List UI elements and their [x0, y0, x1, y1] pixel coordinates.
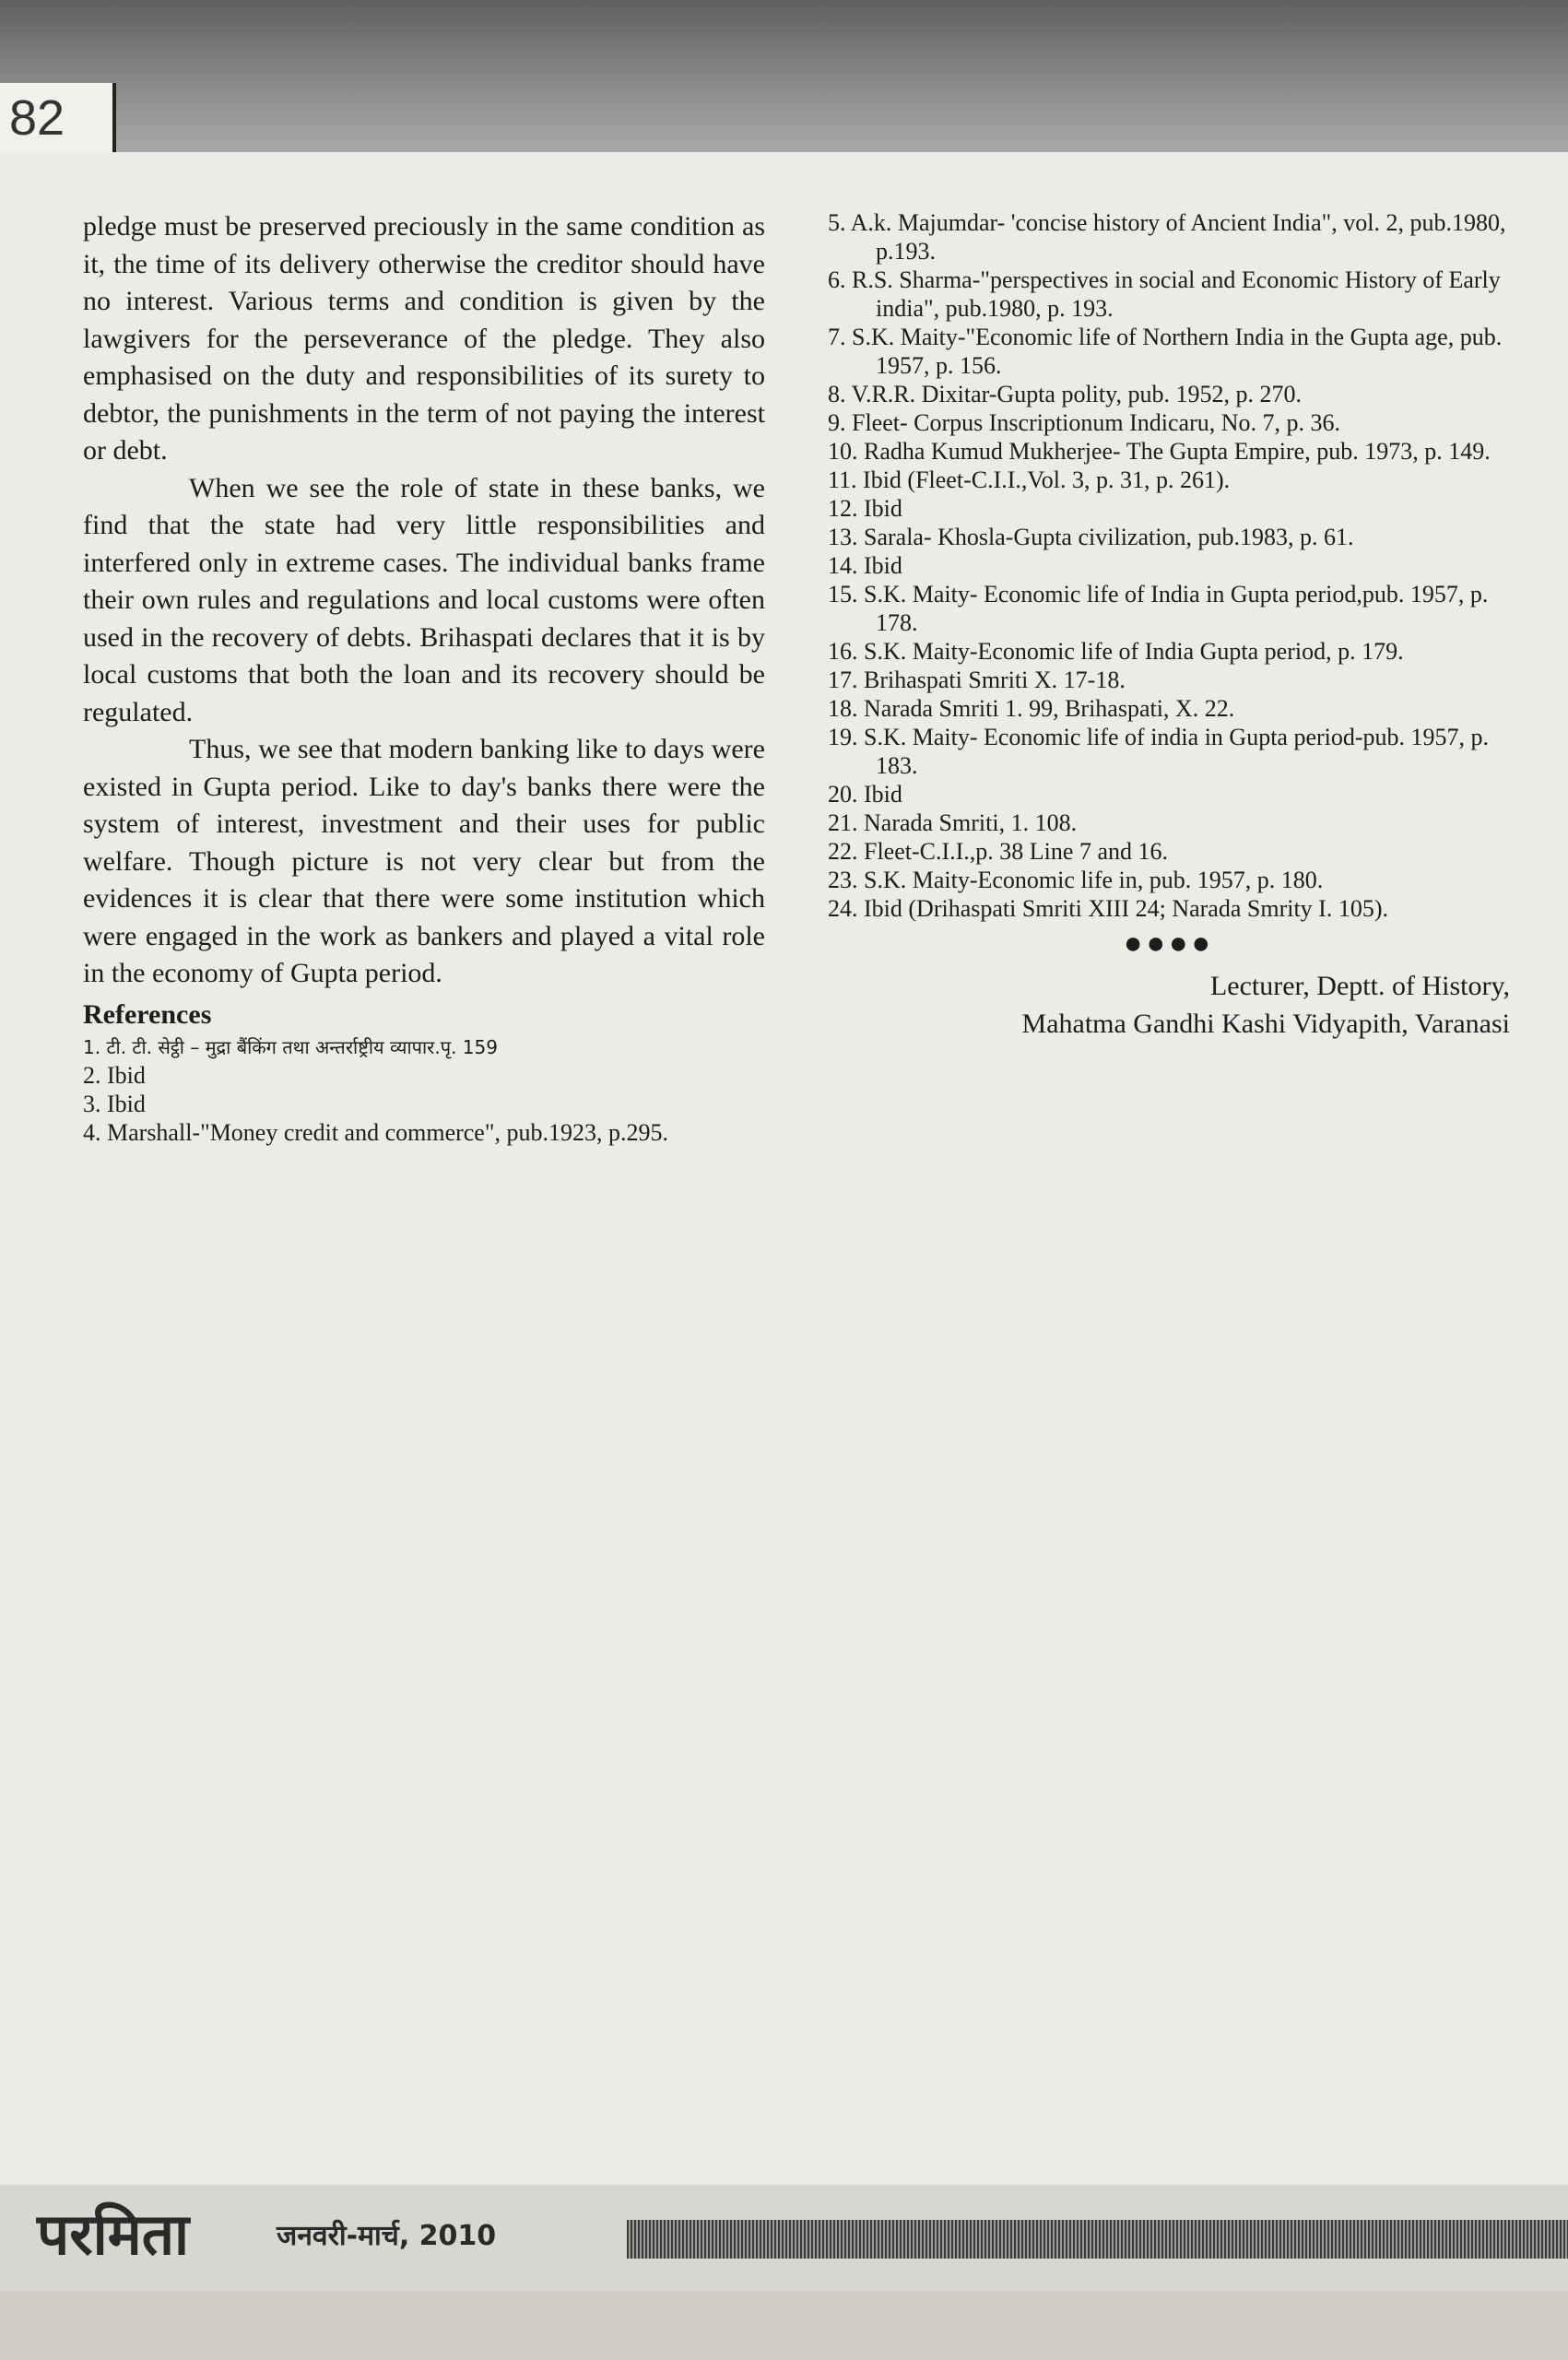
reference-21: 21. Narada Smriti, 1. 108. — [828, 809, 1078, 836]
reference-22: 22. Fleet-C.I.I.,p. 38 Line 7 and 16. — [828, 838, 1168, 865]
reference-14: 14. Ibid — [828, 552, 902, 579]
bottom-strip — [0, 2291, 1568, 2360]
issue-date: जनवरी-मार्च, 2010 — [277, 2220, 497, 2252]
reference-23: 23. S.K. Maity-Economic life in, pub. 1957, p. 180. — [828, 867, 1324, 893]
reference-9: 9. Fleet- Corpus Inscriptionum Indicaru, No. 7, p. 36. — [828, 409, 1341, 436]
references-heading: References — [83, 998, 212, 1030]
reference-13: 13. Sarala- Khosla-Gupta civilization, pub.1983, p. 61. — [828, 524, 1354, 550]
reference-3: 3. Ibid — [83, 1090, 146, 1117]
right-column — [828, 208, 1510, 1043]
reference-10: 10. Radha Kumud Mukherjee- The Gupta Empire, pub. 1973, p. 149. — [828, 438, 1491, 465]
reference-11: 11. Ibid (Fleet-C.I.I.,Vol. 3, p. 31, p. 261). — [828, 466, 1231, 493]
reference-5: 5. A.k. Majumdar- 'concise history of Ancient India", vol. 2, pub.1980, p.193. — [828, 209, 1506, 265]
reference-12: 12. Ibid — [828, 495, 902, 522]
reference-18: 18. Narada Smriti 1. 99, Brihaspati, X. 22. — [828, 695, 1235, 722]
body-paragraph-1: pledge must be preserved preciously in the same condition as it, the time of its delivery otherwise the creditor should have no interest. Various terms and condition is given by the lawgivers for the perseverance of the pledge. They also emphasised on the duty and responsibilities of its surety to debtor, the punishments in the term of not paying the interest or debt. — [83, 211, 765, 466]
reference-8: 8. V.R.R. Dixitar-Gupta polity, pub. 1952, p. 270. — [828, 381, 1302, 407]
section-separator: ●●●● — [1123, 926, 1215, 961]
reference-19: 19. S.K. Maity- Economic life of india in Gupta period-pub. 1957, p. 183. — [828, 724, 1490, 779]
author-affiliation-line-2: Mahatma Gandhi Kashi Vidyapith, Varanasi — [1021, 1009, 1510, 1039]
reference-16: 16. S.K. Maity-Economic life of India Gupta period, p. 179. — [828, 638, 1404, 665]
reference-6: 6. R.S. Sharma-"perspectives in social and Economic History of Early india", pub.1980, p. 193. — [828, 266, 1501, 322]
reference-7: 7. S.K. Maity-"Economic life of Northern India in the Gupta age, pub. 1957, p. 156. — [828, 324, 1503, 379]
reference-20: 20. Ibid — [828, 781, 902, 808]
page-number: 82 — [9, 90, 65, 146]
reference-2: 2. Ibid — [83, 1061, 146, 1089]
reference-17: 17. Brihaspati Smriti X. 17-18. — [828, 667, 1126, 693]
left-column — [83, 208, 765, 1147]
journal-title: परमिता — [37, 2201, 190, 2268]
header-band — [0, 0, 1568, 152]
reference-4: 4. Marshall-"Money credit and commerce", pub.1923, p.295. — [83, 1118, 668, 1146]
reference-1: 1. टी. टी. सेट्ठी – मुद्रा बैंकिंग तथा अन्तर्राष्ट्रीय व्यापार.पृ. 159 — [83, 1035, 498, 1058]
body-paragraph-3: Thus, we see that modern banking like to days were existed in Gupta period. Like to day's banks there were the system of interest, investment and their uses for public welfare. Though picture is not very clear but from the evidences it is clear that there were some institution which were engaged in the work as bankers and played a vital role in the economy of Gupta period. — [83, 734, 765, 988]
author-affiliation-line-1: Lecturer, Deptt. of History, — [1209, 971, 1510, 1001]
body-paragraph-2: When we see the role of state in these banks, we find that the state had very little responsibilities and interfered only in extreme cases. The individual banks frame their own rules and regulations and local customs were often used in the recovery of debts. Brihaspati declares that it is by local customs that both the loan and its recovery should be regulated. — [83, 472, 765, 727]
reference-15: 15. S.K. Maity- Economic life of India in Gupta period,pub. 1957, p. 178. — [828, 581, 1489, 636]
reference-24: 24. Ibid (Drihaspati Smriti XIII 24; Narada Smrity I. 105). — [828, 895, 1388, 922]
